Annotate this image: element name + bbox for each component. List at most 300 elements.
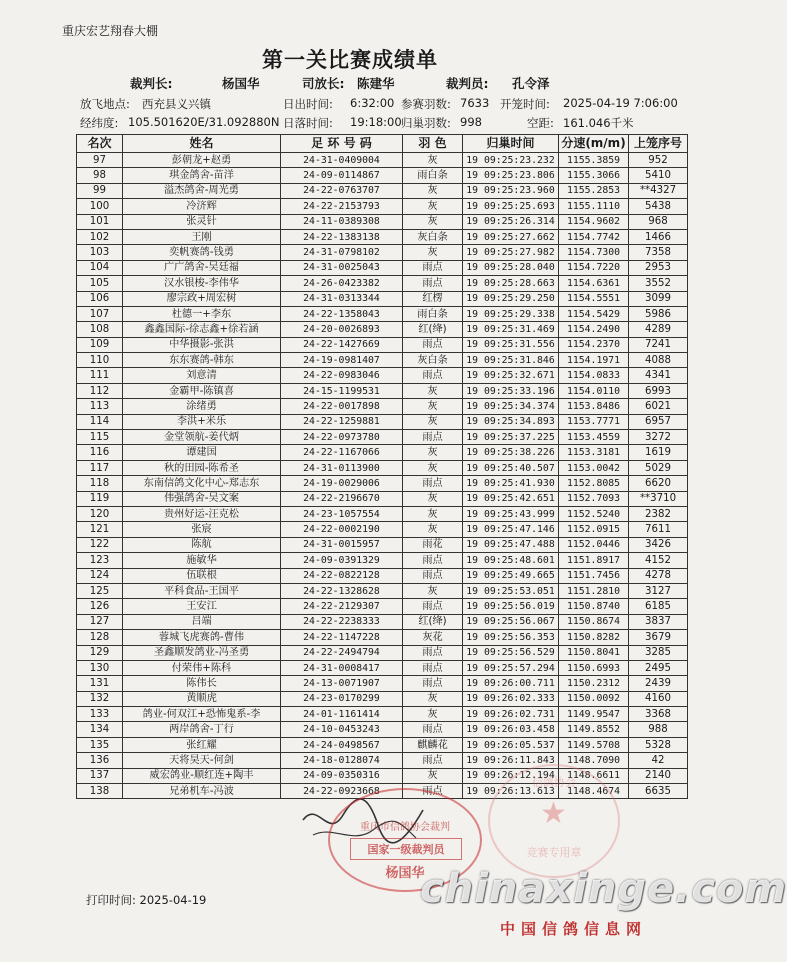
rank-cell: 108 bbox=[77, 322, 123, 337]
arrival-time-cell: 19 09:25:34.374 bbox=[463, 399, 559, 414]
rank-cell: 126 bbox=[77, 599, 123, 614]
cage-seq-cell: 2953 bbox=[629, 260, 688, 275]
results-body bbox=[77, 153, 688, 799]
name-cell: 琪金鸽舍-苗洋 bbox=[123, 168, 281, 183]
ring-number-cell: 24-26-0423382 bbox=[281, 276, 403, 291]
feather-color-cell: 灰 bbox=[403, 506, 463, 521]
rank-cell: 98 bbox=[77, 168, 123, 183]
cage-seq-cell: 952 bbox=[629, 153, 688, 168]
speed-cell: 1150.8041 bbox=[559, 645, 629, 660]
entries-value: 7633 bbox=[460, 96, 490, 110]
ring-number-cell: 24-22-0017898 bbox=[281, 399, 403, 414]
feather-color-cell: 雨花 bbox=[403, 537, 463, 552]
table-row bbox=[77, 168, 688, 183]
speed-cell: 1154.2490 bbox=[559, 322, 629, 337]
table-row bbox=[77, 291, 688, 306]
referee-stamp-ring: 重庆市信鸽协会裁判 bbox=[360, 822, 450, 833]
rank-cell: 131 bbox=[77, 676, 123, 691]
table-row bbox=[77, 707, 688, 722]
col-seq: 上笼序号 bbox=[629, 135, 688, 153]
cage-seq-cell: 6957 bbox=[629, 414, 688, 429]
cage-seq-cell: 7241 bbox=[629, 337, 688, 352]
table-row bbox=[77, 753, 688, 768]
rank-cell: 101 bbox=[77, 214, 123, 229]
location-value: 西充县义兴镇 bbox=[142, 97, 211, 111]
arrival-time-cell: 19 09:25:33.196 bbox=[463, 383, 559, 398]
name-cell: 陈伟长 bbox=[123, 676, 281, 691]
arrival-time-cell: 19 09:25:28.040 bbox=[463, 260, 559, 275]
speed-cell: 1153.0042 bbox=[559, 460, 629, 475]
speed-cell: 1153.4559 bbox=[559, 430, 629, 445]
cage-seq-cell: 6993 bbox=[629, 383, 688, 398]
cage-seq-cell: 5986 bbox=[629, 306, 688, 321]
speed-cell: 1154.1971 bbox=[559, 353, 629, 368]
feather-color-cell: 灰 bbox=[403, 707, 463, 722]
seal-top-text: 信鸽协会 bbox=[532, 776, 576, 789]
name-cell: 张红耀 bbox=[123, 737, 281, 752]
feather-color-cell: 灰花 bbox=[403, 630, 463, 645]
cage-seq-cell: **3710 bbox=[629, 491, 688, 506]
table-row bbox=[77, 599, 688, 614]
speed-cell: 1150.8282 bbox=[559, 630, 629, 645]
name-cell: 东东赛鸽-韩东 bbox=[123, 353, 281, 368]
ring-number-cell: 24-31-0025043 bbox=[281, 260, 403, 275]
rank-cell: 109 bbox=[77, 337, 123, 352]
print-time bbox=[86, 892, 206, 908]
col-rank: 名次 bbox=[77, 135, 123, 153]
arrival-time-cell: 19 09:25:25.693 bbox=[463, 199, 559, 214]
arrival-time-cell: 19 09:25:56.019 bbox=[463, 599, 559, 614]
releaser-name: 陈建华 bbox=[357, 76, 395, 91]
cage-seq-cell: 4278 bbox=[629, 568, 688, 583]
rank-cell: 104 bbox=[77, 260, 123, 275]
arrival-time-cell: 19 09:26:02.333 bbox=[463, 691, 559, 706]
speed-cell: 1150.2312 bbox=[559, 676, 629, 691]
speed-cell: 1155.1110 bbox=[559, 199, 629, 214]
arrival-time-cell: 19 09:25:56.067 bbox=[463, 614, 559, 629]
feather-color-cell: 灰 bbox=[403, 522, 463, 537]
ring-number-cell: 24-22-1427669 bbox=[281, 337, 403, 352]
table-row bbox=[77, 737, 688, 752]
name-cell: 广广鸽舍-吴廷福 bbox=[123, 260, 281, 275]
speed-cell: 1153.8486 bbox=[559, 399, 629, 414]
judge-label: 裁判员: bbox=[446, 76, 489, 91]
feather-color-cell: 雨点 bbox=[403, 753, 463, 768]
table-row bbox=[77, 568, 688, 583]
speed-cell: 1151.8917 bbox=[559, 553, 629, 568]
name-cell: 两岸鸽舍-丁行 bbox=[123, 722, 281, 737]
name-cell: 蓉城飞虎赛鸽-曹伟 bbox=[123, 630, 281, 645]
col-name: 姓名 bbox=[123, 135, 281, 153]
speed-cell: 1154.7742 bbox=[559, 229, 629, 244]
table-row bbox=[77, 460, 688, 475]
arrival-time-cell: 19 09:25:41.930 bbox=[463, 476, 559, 491]
arrival-time-cell: 19 09:25:38.226 bbox=[463, 445, 559, 460]
table-row bbox=[77, 430, 688, 445]
feather-color-cell: 灰 bbox=[403, 399, 463, 414]
table-row bbox=[77, 676, 688, 691]
name-cell: 廖宗政+周宏树 bbox=[123, 291, 281, 306]
speed-cell: 1149.5708 bbox=[559, 737, 629, 752]
entries-label: 参赛羽数: bbox=[401, 97, 451, 111]
rank-cell: 130 bbox=[77, 660, 123, 675]
arrival-time-cell: 19 09:25:23.806 bbox=[463, 168, 559, 183]
ring-number-cell: 24-24-0498567 bbox=[281, 737, 403, 752]
arrival-time-cell: 19 09:26:05.537 bbox=[463, 737, 559, 752]
rank-cell: 116 bbox=[77, 445, 123, 460]
page-title: 第一关比赛成绩单 bbox=[262, 48, 438, 72]
feather-color-cell: 雨点 bbox=[403, 368, 463, 383]
returned-label: 归巢羽数: bbox=[401, 116, 451, 130]
speed-cell: 1154.0833 bbox=[559, 368, 629, 383]
ring-number-cell: 24-19-0981407 bbox=[281, 353, 403, 368]
ring-number-cell: 24-31-0015957 bbox=[281, 537, 403, 552]
ring-number-cell: 24-31-0409004 bbox=[281, 153, 403, 168]
speed-cell: 1150.8674 bbox=[559, 614, 629, 629]
name-cell: 伟强鸽舍-吴文案 bbox=[123, 491, 281, 506]
speed-cell: 1154.0110 bbox=[559, 383, 629, 398]
rank-cell: 106 bbox=[77, 291, 123, 306]
arrival-time-cell: 19 09:25:48.601 bbox=[463, 553, 559, 568]
cage-seq-cell: 5438 bbox=[629, 199, 688, 214]
table-row bbox=[77, 183, 688, 198]
rank-cell: 123 bbox=[77, 553, 123, 568]
name-cell: 金堂领航-姜代炳 bbox=[123, 430, 281, 445]
referee-stamp-box: 国家一级裁判员 bbox=[350, 838, 462, 860]
table-row bbox=[77, 399, 688, 414]
ring-number-cell: 24-31-0113900 bbox=[281, 460, 403, 475]
table-row bbox=[77, 522, 688, 537]
feather-color-cell: 雨点 bbox=[403, 722, 463, 737]
name-cell: 刘意清 bbox=[123, 368, 281, 383]
sunset-label: 日落时间: bbox=[283, 116, 333, 130]
arrival-time-cell: 19 09:26:03.458 bbox=[463, 722, 559, 737]
ring-number-cell: 24-09-0114867 bbox=[281, 168, 403, 183]
speed-cell: 1148.7090 bbox=[559, 753, 629, 768]
speed-cell: 1152.7093 bbox=[559, 491, 629, 506]
name-cell: 奕帆赛鸽-钱勇 bbox=[123, 245, 281, 260]
ring-number-cell: 24-19-0029006 bbox=[281, 476, 403, 491]
arrival-time-cell: 19 09:25:47.488 bbox=[463, 537, 559, 552]
table-row bbox=[77, 660, 688, 675]
distance-value: 161.046千米 bbox=[563, 116, 634, 130]
cage-seq-cell: 3552 bbox=[629, 276, 688, 291]
rank-cell: 128 bbox=[77, 630, 123, 645]
name-cell: 兄弟机车-冯波 bbox=[123, 784, 281, 799]
print-label: 打印时间: bbox=[86, 893, 136, 907]
rank-cell: 133 bbox=[77, 707, 123, 722]
cage-seq-cell: 3837 bbox=[629, 614, 688, 629]
ring-number-cell: 24-23-0170299 bbox=[281, 691, 403, 706]
name-cell: 平科食品-王国平 bbox=[123, 583, 281, 598]
feather-color-cell: 灰 bbox=[403, 245, 463, 260]
speed-cell: 1154.5429 bbox=[559, 306, 629, 321]
coords-value: 105.501620E/31.092880N bbox=[128, 115, 280, 129]
table-row bbox=[77, 476, 688, 491]
feather-color-cell: 雨点 bbox=[403, 599, 463, 614]
speed-cell: 1153.7771 bbox=[559, 414, 629, 429]
ring-number-cell: 24-22-2129307 bbox=[281, 599, 403, 614]
rank-cell: 136 bbox=[77, 753, 123, 768]
name-cell: 王安江 bbox=[123, 599, 281, 614]
name-cell: 伍联根 bbox=[123, 568, 281, 583]
ring-number-cell: 24-23-1057554 bbox=[281, 506, 403, 521]
name-cell: 黄顺虎 bbox=[123, 691, 281, 706]
table-row bbox=[77, 199, 688, 214]
feather-color-cell: 灰 bbox=[403, 153, 463, 168]
name-cell: 威宏鸽业-顺红连+陶丰 bbox=[123, 768, 281, 783]
referee-stamp-name: 杨国华 bbox=[385, 866, 425, 881]
cage-seq-cell: **4327 bbox=[629, 183, 688, 198]
feather-color-cell: 灰 bbox=[403, 460, 463, 475]
table-row bbox=[77, 645, 688, 660]
name-cell: 谭建国 bbox=[123, 445, 281, 460]
judge-name: 孔令泽 bbox=[512, 76, 550, 91]
arrival-time-cell: 19 09:25:40.507 bbox=[463, 460, 559, 475]
speed-cell: 1152.0915 bbox=[559, 522, 629, 537]
arrival-time-cell: 19 09:26:00.711 bbox=[463, 676, 559, 691]
table-row bbox=[77, 630, 688, 645]
ring-number-cell: 24-09-0391329 bbox=[281, 553, 403, 568]
returned-value: 998 bbox=[460, 115, 482, 129]
ring-number-cell: 24-22-1259881 bbox=[281, 414, 403, 429]
cage-seq-cell: 3368 bbox=[629, 707, 688, 722]
cage-seq-cell: 2140 bbox=[629, 768, 688, 783]
table-row bbox=[77, 491, 688, 506]
feather-color-cell: 雨白条 bbox=[403, 306, 463, 321]
feather-color-cell: 灰白条 bbox=[403, 229, 463, 244]
ring-number-cell: 24-15-1199531 bbox=[281, 383, 403, 398]
cage-seq-cell: 6620 bbox=[629, 476, 688, 491]
arrival-time-cell: 19 09:26:02.731 bbox=[463, 707, 559, 722]
feather-color-cell: 灰 bbox=[403, 445, 463, 460]
rank-cell: 102 bbox=[77, 229, 123, 244]
arrival-time-cell: 19 09:25:31.846 bbox=[463, 353, 559, 368]
feather-color-cell: 麒麟花 bbox=[403, 737, 463, 752]
table-row bbox=[77, 260, 688, 275]
ring-number-cell: 24-31-0313344 bbox=[281, 291, 403, 306]
cage-seq-cell: 6021 bbox=[629, 399, 688, 414]
arrival-time-cell: 19 09:26:11.843 bbox=[463, 753, 559, 768]
ring-number-cell: 24-31-0008417 bbox=[281, 660, 403, 675]
name-cell: 杜德一+李东 bbox=[123, 306, 281, 321]
arrival-time-cell: 19 09:25:29.338 bbox=[463, 306, 559, 321]
rank-cell: 110 bbox=[77, 353, 123, 368]
cage-seq-cell: 7611 bbox=[629, 522, 688, 537]
cage-seq-cell: 4289 bbox=[629, 322, 688, 337]
feather-color-cell: 雨点 bbox=[403, 337, 463, 352]
feather-color-cell: 雨点 bbox=[403, 553, 463, 568]
speed-cell: 1152.0446 bbox=[559, 537, 629, 552]
arrival-time-cell: 19 09:25:23.960 bbox=[463, 183, 559, 198]
feather-color-cell: 雨点 bbox=[403, 260, 463, 275]
arrival-time-cell: 19 09:25:31.556 bbox=[463, 337, 559, 352]
arrival-time-cell: 19 09:25:53.051 bbox=[463, 583, 559, 598]
arrival-time-cell: 19 09:25:26.314 bbox=[463, 214, 559, 229]
name-cell: 彭朝龙+赵勇 bbox=[123, 153, 281, 168]
ring-number-cell: 24-22-0983046 bbox=[281, 368, 403, 383]
ring-number-cell: 24-22-0923668 bbox=[281, 784, 403, 799]
seal-bottom-text: 竞赛专用章 bbox=[526, 846, 582, 859]
cage-seq-cell: 2439 bbox=[629, 676, 688, 691]
table-row bbox=[77, 445, 688, 460]
speed-cell: 1148.4674 bbox=[559, 784, 629, 799]
name-cell: 付荣伟+陈科 bbox=[123, 660, 281, 675]
table-row bbox=[77, 245, 688, 260]
cage-seq-cell: 4088 bbox=[629, 353, 688, 368]
sunrise-value: 6:32:00 bbox=[350, 96, 395, 110]
arrival-time-cell: 19 09:26:12.194 bbox=[463, 768, 559, 783]
rank-cell: 115 bbox=[77, 430, 123, 445]
referee-name: 杨国华 bbox=[222, 76, 260, 91]
table-row bbox=[77, 506, 688, 521]
speed-cell: 1151.2810 bbox=[559, 583, 629, 598]
name-cell: 鸽业-何双江+恐怖鬼系-李 bbox=[123, 707, 281, 722]
table-row bbox=[77, 722, 688, 737]
ring-number-cell: 24-18-0128074 bbox=[281, 753, 403, 768]
ring-number-cell: 24-22-1328628 bbox=[281, 583, 403, 598]
speed-cell: 1154.5551 bbox=[559, 291, 629, 306]
arrival-time-cell: 19 09:25:37.225 bbox=[463, 430, 559, 445]
rank-cell: 105 bbox=[77, 276, 123, 291]
name-cell: 天将昊天-何剑 bbox=[123, 753, 281, 768]
name-cell: 圣鑫顺发鸽业-冯圣勇 bbox=[123, 645, 281, 660]
table-row bbox=[77, 153, 688, 168]
feather-color-cell: 灰 bbox=[403, 214, 463, 229]
feather-color-cell: 红(绛) bbox=[403, 614, 463, 629]
cage-seq-cell: 1466 bbox=[629, 229, 688, 244]
watermark-logo: chinaxinge.com bbox=[420, 866, 787, 912]
feather-color-cell: 雨点 bbox=[403, 784, 463, 799]
feather-color-cell: 雨点 bbox=[403, 568, 463, 583]
name-cell: 金霸甲-陈镇喜 bbox=[123, 383, 281, 398]
feather-color-cell: 灰 bbox=[403, 691, 463, 706]
rank-cell: 125 bbox=[77, 583, 123, 598]
rank-cell: 132 bbox=[77, 691, 123, 706]
speed-cell: 1150.8740 bbox=[559, 599, 629, 614]
ring-number-cell: 24-22-2494794 bbox=[281, 645, 403, 660]
ring-number-cell: 24-22-2196670 bbox=[281, 491, 403, 506]
ring-number-cell: 24-22-0973780 bbox=[281, 430, 403, 445]
table-row bbox=[77, 553, 688, 568]
table-row bbox=[77, 214, 688, 229]
speed-cell: 1155.3066 bbox=[559, 168, 629, 183]
rank-cell: 127 bbox=[77, 614, 123, 629]
cage-seq-cell: 2495 bbox=[629, 660, 688, 675]
speed-cell: 1154.2370 bbox=[559, 337, 629, 352]
feather-color-cell: 雨点 bbox=[403, 276, 463, 291]
ring-number-cell: 24-31-0798102 bbox=[281, 245, 403, 260]
feather-color-cell: 雨白条 bbox=[403, 168, 463, 183]
cage-seq-cell: 3679 bbox=[629, 630, 688, 645]
ring-number-cell: 24-22-1383138 bbox=[281, 229, 403, 244]
arrival-time-cell: 19 09:25:56.529 bbox=[463, 645, 559, 660]
feather-color-cell: 灰 bbox=[403, 183, 463, 198]
arrival-time-cell: 19 09:25:31.469 bbox=[463, 322, 559, 337]
arrival-time-cell: 19 09:25:43.999 bbox=[463, 506, 559, 521]
table-row bbox=[77, 383, 688, 398]
ring-number-cell: 24-22-1167066 bbox=[281, 445, 403, 460]
feather-color-cell: 雨点 bbox=[403, 430, 463, 445]
cage-seq-cell: 2382 bbox=[629, 506, 688, 521]
table-row bbox=[77, 306, 688, 321]
speed-cell: 1155.3859 bbox=[559, 153, 629, 168]
ring-number-cell: 24-01-1161414 bbox=[281, 707, 403, 722]
cage-seq-cell: 5410 bbox=[629, 168, 688, 183]
ring-number-cell: 24-22-0822128 bbox=[281, 568, 403, 583]
name-cell: 李洪+米乐 bbox=[123, 414, 281, 429]
rank-cell: 137 bbox=[77, 768, 123, 783]
feather-color-cell: 灰 bbox=[403, 414, 463, 429]
col-speed: 分速(m/m) bbox=[559, 135, 629, 153]
releaser-label: 司放长: bbox=[302, 76, 345, 91]
table-row bbox=[77, 229, 688, 244]
arrival-time-cell: 19 09:25:57.294 bbox=[463, 660, 559, 675]
speed-cell: 1149.9547 bbox=[559, 707, 629, 722]
name-cell: 秋的田园-陈希圣 bbox=[123, 460, 281, 475]
arrival-time-cell: 19 09:26:13.613 bbox=[463, 784, 559, 799]
rank-cell: 118 bbox=[77, 476, 123, 491]
print-date: 2025-04-19 bbox=[139, 893, 207, 907]
arrival-time-cell: 19 09:25:47.146 bbox=[463, 522, 559, 537]
speed-cell: 1149.8552 bbox=[559, 722, 629, 737]
star-icon: ★ bbox=[540, 796, 567, 831]
arrival-time-cell: 19 09:25:27.982 bbox=[463, 245, 559, 260]
ring-number-cell: 24-22-2238333 bbox=[281, 614, 403, 629]
name-cell: 张灵针 bbox=[123, 214, 281, 229]
speed-cell: 1154.9602 bbox=[559, 214, 629, 229]
cage-seq-cell: 968 bbox=[629, 214, 688, 229]
ring-number-cell: 24-22-2153793 bbox=[281, 199, 403, 214]
rank-cell: 97 bbox=[77, 153, 123, 168]
rank-cell: 124 bbox=[77, 568, 123, 583]
feather-color-cell: 灰 bbox=[403, 491, 463, 506]
name-cell: 贵州好运-汪克松 bbox=[123, 506, 281, 521]
name-cell: 施敏华 bbox=[123, 553, 281, 568]
ring-number-cell: 24-22-1358043 bbox=[281, 306, 403, 321]
cage-seq-cell: 4160 bbox=[629, 691, 688, 706]
distance-label: 空距: bbox=[527, 116, 554, 130]
speed-cell: 1151.7456 bbox=[559, 568, 629, 583]
rank-cell: 135 bbox=[77, 737, 123, 752]
feather-color-cell: 灰 bbox=[403, 199, 463, 214]
name-cell: 涂绪勇 bbox=[123, 399, 281, 414]
col-time: 归巢时间 bbox=[463, 135, 559, 153]
arrival-time-cell: 19 09:25:32.671 bbox=[463, 368, 559, 383]
table-row bbox=[77, 322, 688, 337]
feather-color-cell: 灰 bbox=[403, 383, 463, 398]
cage-seq-cell: 4341 bbox=[629, 368, 688, 383]
speed-cell: 1155.2853 bbox=[559, 183, 629, 198]
arrival-time-cell: 19 09:25:56.353 bbox=[463, 630, 559, 645]
table-row bbox=[77, 353, 688, 368]
rank-cell: 129 bbox=[77, 645, 123, 660]
table-row bbox=[77, 276, 688, 291]
col-color: 羽 色 bbox=[403, 135, 463, 153]
table-row bbox=[77, 537, 688, 552]
feather-color-cell: 灰 bbox=[403, 768, 463, 783]
cage-seq-cell: 3272 bbox=[629, 430, 688, 445]
location-label: 放飞地点: bbox=[80, 97, 130, 111]
feather-color-cell: 雨点 bbox=[403, 676, 463, 691]
rank-cell: 112 bbox=[77, 383, 123, 398]
table-header-row bbox=[77, 135, 688, 153]
rank-cell: 103 bbox=[77, 245, 123, 260]
rank-cell: 111 bbox=[77, 368, 123, 383]
feather-color-cell: 雨点 bbox=[403, 476, 463, 491]
rank-cell: 107 bbox=[77, 306, 123, 321]
feather-color-cell: 灰 bbox=[403, 583, 463, 598]
